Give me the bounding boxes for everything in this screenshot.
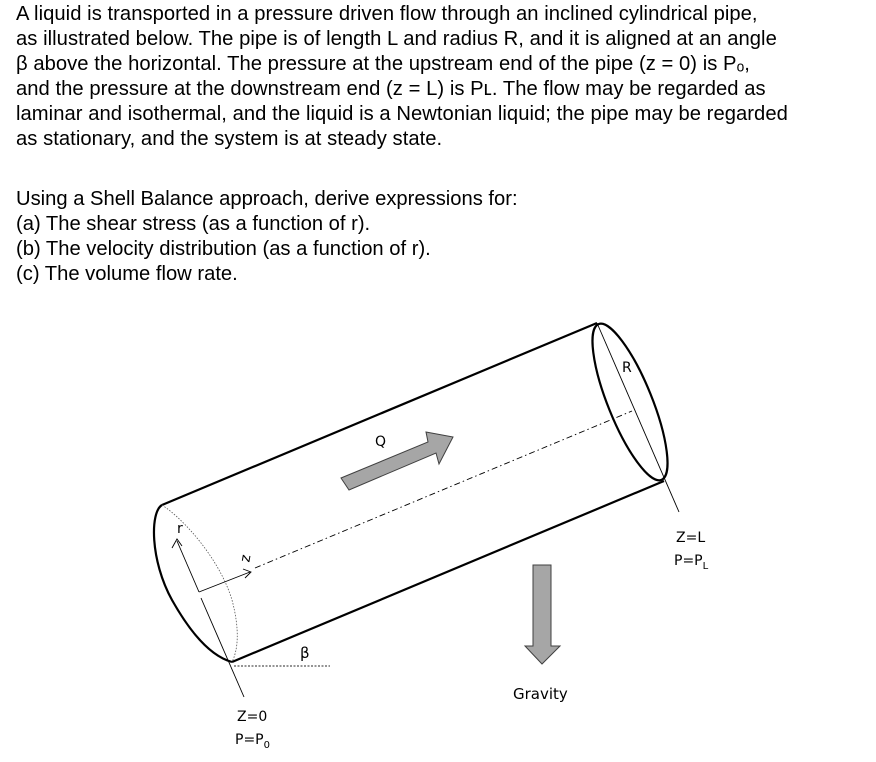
question-intro: Using a Shell Balance approach, derive expressions for: bbox=[16, 188, 518, 210]
radius-label: R bbox=[622, 360, 632, 376]
problem-line: as illustrated below. The pipe is of length L and radius R, and it is aligned at an angle bbox=[16, 28, 777, 50]
z-axis-label: z bbox=[237, 553, 255, 564]
problem-line: as stationary, and the system is at steady state. bbox=[16, 128, 443, 150]
problem-line: β above the horizontal. The pressure at the upstream end of the pipe (z = 0) is Pₒ, bbox=[16, 53, 750, 75]
gravity-arrow-icon bbox=[525, 565, 560, 664]
outlet-radius-line bbox=[597, 323, 679, 512]
gravity-label: Gravity bbox=[513, 685, 568, 703]
pipe-bottom-edge bbox=[232, 481, 664, 662]
z-axis bbox=[199, 572, 250, 592]
problem-line: and the pressure at the downstream end (z = L) is Pʟ. The flow may be regarded as bbox=[16, 78, 766, 100]
angle-beta-label: β bbox=[300, 644, 310, 662]
outlet-z-label: Z=L bbox=[676, 530, 706, 546]
flow-label-q: Q bbox=[375, 434, 387, 450]
outlet-p-label: $P=P_L$ bbox=[674, 553, 709, 572]
inlet-p-label: $P=P_0$ bbox=[235, 732, 270, 751]
problem-line: A liquid is transported in a pressure driven flow through an inclined cylindrical pipe, bbox=[16, 3, 758, 25]
outlet-cap-ellipse bbox=[578, 316, 682, 488]
pipe-top-edge bbox=[162, 323, 597, 505]
inlet-z-label: Z=0 bbox=[237, 709, 268, 725]
question-item-a: (a) The shear stress (as a function of r). bbox=[16, 213, 371, 235]
r-axis-arrowhead-icon bbox=[172, 539, 182, 548]
problem-line: laminar and isothermal, and the liquid is a Newtonian liquid; the pipe may be regarded bbox=[16, 103, 788, 125]
question-item-c: (c) The volume flow rate. bbox=[16, 263, 238, 285]
r-axis bbox=[177, 541, 199, 592]
flow-direction-arrow-icon bbox=[341, 432, 453, 490]
question-item-b: (b) The velocity distribution (as a function of r). bbox=[16, 238, 431, 260]
r-axis-label: r bbox=[177, 521, 183, 537]
pipe-centerline bbox=[255, 411, 632, 568]
